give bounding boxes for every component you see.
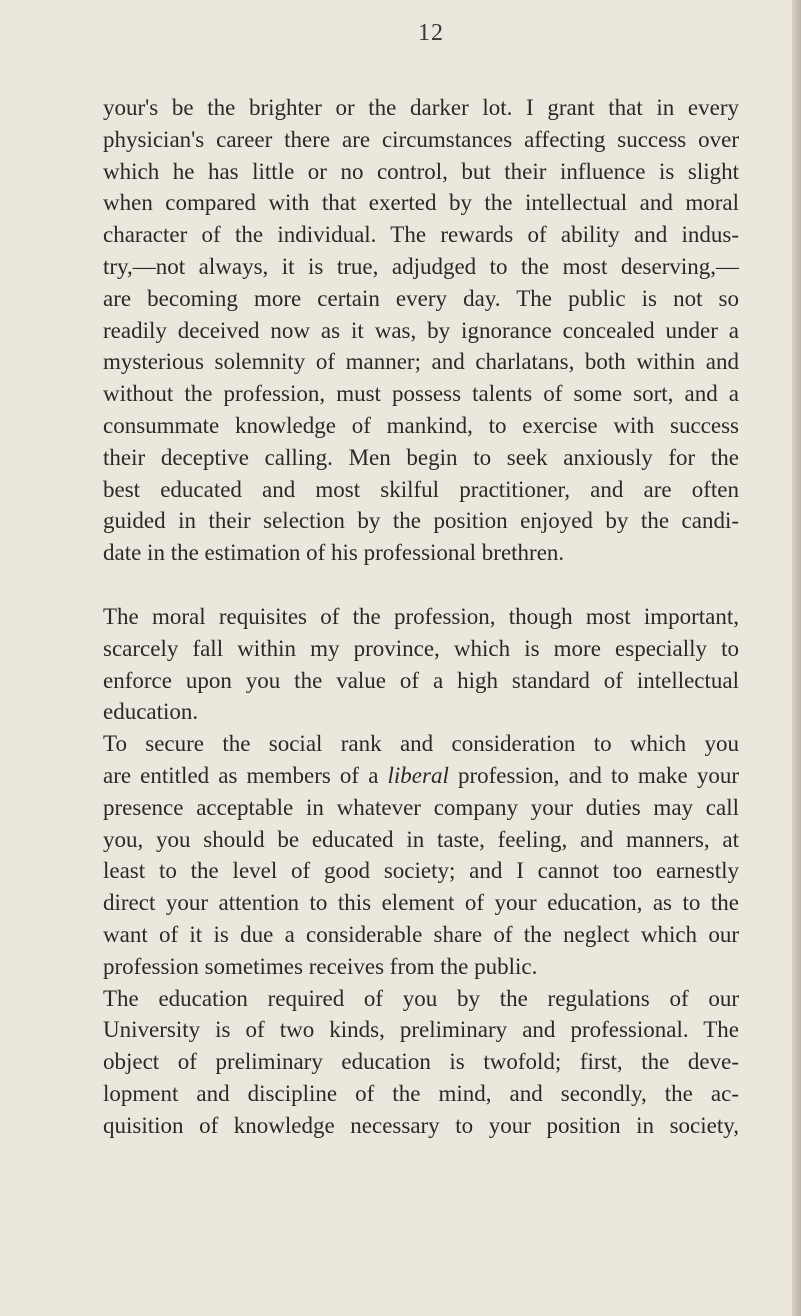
paragraph-4 [103,983,739,1142]
paragraph-1 [103,92,739,569]
text-line: guided in their selection by the position enjoyed by the candi- [103,508,739,534]
text-line: want of it is due a considerable share of the neglect which our [103,921,739,947]
text-line: To secure the social rank and consideration to which you [103,731,739,757]
text-line-with-italic [103,760,739,792]
text-line: are becoming more certain every day. The public is not so [103,285,739,311]
paragraph-2 [103,601,739,728]
paragraph-3 [103,728,739,982]
text-line: readily deceived now as it was, by ignorance concealed under a [103,317,739,343]
text-fragment: profession, and to make your [448,762,740,788]
text-line: you, you should be educated in taste, feeling, and manners, at [103,826,739,852]
text-line: physician's career there are circumstances affecting success over [103,126,739,152]
text-line: enforce upon you the value of a high standard of intellectual [103,667,739,693]
page-number: 12 [418,20,444,46]
text-line: their deceptive calling. Men begin to seek anxiously for the [103,444,739,470]
text-line: which he has little or no control, but their influence is slight [103,158,739,184]
text-line: direct your attention to this element of your education, as to the [103,890,739,916]
body-text [103,92,739,1142]
page-edge [792,0,801,1316]
text-line: presence acceptable in whatever company your duties may call [103,794,739,820]
text-line: scarcely fall within my province, which is more especially to [103,635,739,661]
text-line: when compared with that exerted by the intellectual and moral [103,190,739,216]
text-line: quisition of knowledge necessary to your position in society, [103,1112,739,1138]
text-line: consummate knowledge of mankind, to exercise with success [103,412,739,438]
text-line: The education required of you by the regulations of our [103,985,739,1011]
text-line: without the profession, must possess talents of some sort, and a [103,381,739,407]
text-line: mysterious solemnity of manner; and charlatans, both within and [103,349,739,375]
text-line: profession sometimes receives from the public. [103,953,538,979]
text-line: try,—not always, it is true, adjudged to the most deserving,— [103,253,739,279]
text-line: object of preliminary education is twofold; first, the deve- [103,1049,739,1075]
text-line: lopment and discipline of the mind, and secondly, the ac- [103,1080,739,1106]
text-line: University is of two kinds, preliminary and professional. The [103,1017,739,1043]
text-line: best educated and most skilful practitioner, and are often [103,476,739,502]
text-line: character of the individual. The rewards of ability and indus- [103,222,739,248]
text-fragment: are entitled as members of a [103,762,388,788]
paragraph-spacer [103,569,739,601]
text-line: least to the level of good society; and I cannot too earnestly [103,858,739,884]
italic-word: liberal [387,762,449,788]
text-line: date in the estimation of his professional brethren. [103,540,565,566]
text-line: The moral requisites of the profession, though most important, [103,603,739,629]
text-line: your's be the brighter or the darker lot. I grant that in every [103,95,739,120]
text-line: education. [103,699,199,725]
